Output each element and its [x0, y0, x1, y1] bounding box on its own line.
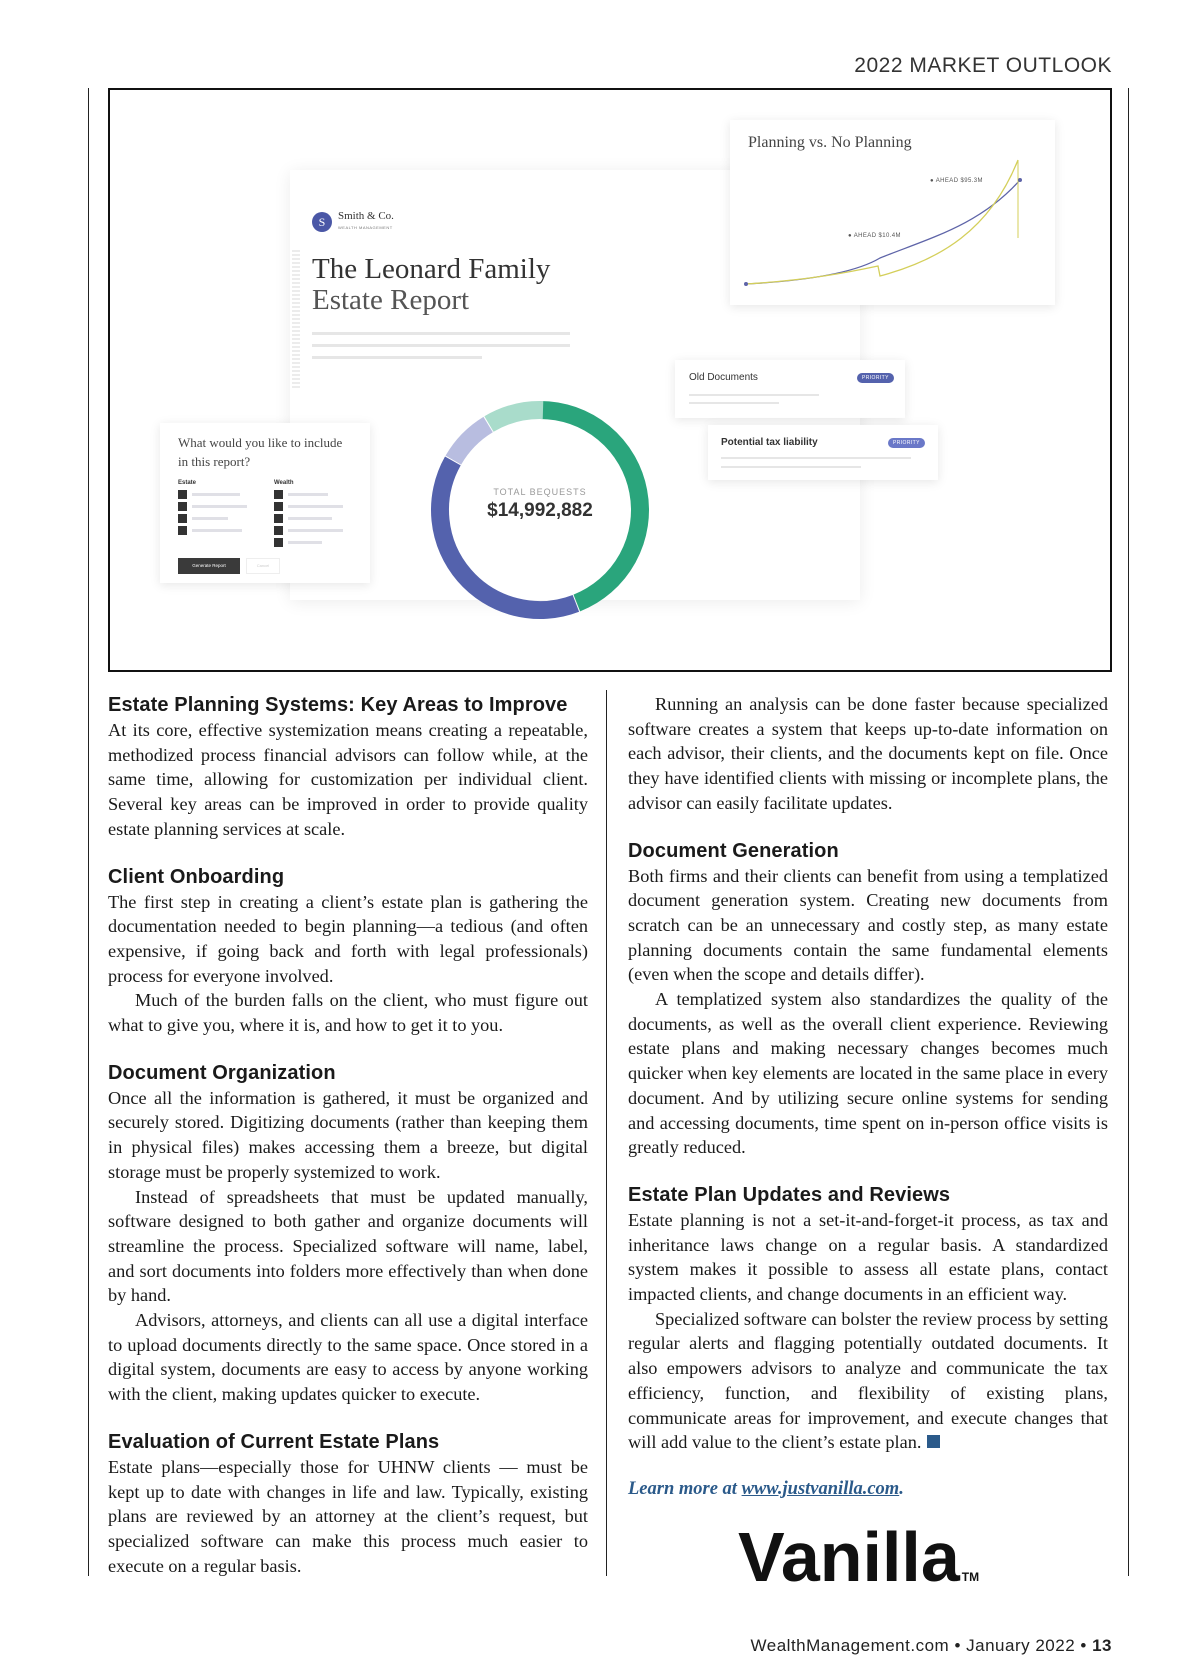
checkbox-label-line	[192, 505, 247, 508]
learn-more-prefix: Learn more at	[628, 1478, 742, 1499]
brand-name: Smith & Co.	[338, 210, 394, 222]
checkbox-label-line	[192, 493, 240, 496]
right-rule	[1128, 88, 1129, 1576]
estate-checkbox[interactable]	[178, 490, 187, 499]
heading-plan-updates: Estate Plan Updates and Reviews	[628, 1183, 951, 1206]
chart-end-point	[1018, 178, 1022, 182]
paragraph-updates-2-text: Specialized software can bolster the review process by setting regular alerts and flagging potentially outdated documents. It also empowers advisors to analyze and communicate the tax efficiency, function, and flexibility of existing plans, communicate areas for improvement, and execute changes that will add value to the client’s estate plan.	[628, 1308, 1108, 1453]
wealth-checkbox[interactable]	[274, 490, 283, 499]
priority-badge: PRIORITY	[857, 373, 894, 383]
checkbox-label-line	[192, 529, 242, 532]
ahead-mid-label: ● AHEAD $10.4M	[848, 233, 901, 239]
report-title-line1: The Leonard Family	[312, 253, 551, 285]
paragraph-generation-2: A templatized system also standardizes the quality of the documents, as well as the overall client experience. Reviewing estate plans and making necessary changes becomes much quicker when key elements are located in the same place in every document. And by utilizing secure online systems for sending and accessing documents, time spent on in-person office visits is greatly reduced.	[628, 989, 1108, 1158]
planning-series-line	[746, 180, 1020, 284]
brand-subtitle: WEALTH MANAGEMENT	[338, 225, 393, 230]
page-number: 13	[1092, 1636, 1112, 1655]
placeholder-line	[689, 394, 819, 396]
old-documents-label: Old Documents	[689, 372, 758, 383]
report-placeholder-line	[312, 332, 570, 335]
placeholder-line	[689, 402, 779, 404]
chart-title: Planning vs. No Planning	[748, 134, 912, 151]
vanilla-logo	[738, 1518, 980, 1612]
paragraph-updates-2	[628, 1307, 1108, 1455]
wealth-column-label: Wealth	[274, 480, 294, 486]
ahead-top-label: ● AHEAD $95.3M	[930, 178, 983, 184]
checkbox-label-line	[288, 541, 322, 544]
priority-badge: PRIORITY	[888, 438, 925, 448]
page-footer	[751, 1636, 1112, 1656]
checkbox-label-line	[192, 517, 228, 520]
column-divider	[606, 690, 607, 1576]
report-sidebar-texture	[292, 250, 300, 390]
paragraph-generation-1: Both firms and their clients can benefit from using a templatized document generation system. Creating new documents from scratch can be an unnecessary and costly step, as many estate planning documents contain the same fundamental elements (even when the scope and details differ).	[628, 865, 1108, 985]
estate-checkbox[interactable]	[178, 526, 187, 535]
wealth-checkbox[interactable]	[274, 526, 283, 535]
spacer	[628, 1455, 1108, 1477]
include-question-line1: What would you like to include	[178, 435, 343, 450]
checkbox-label-line	[288, 505, 343, 508]
spacer	[108, 1038, 588, 1060]
footer-separator: •	[954, 1636, 961, 1655]
paragraph-organization-2: Instead of spreadsheets that must be updated manually, software designed to both gather and organize documents will streamline the process. Specialized software will name, label, and sort documents into folders more effectively than when done by hand.	[108, 1186, 588, 1306]
article-right-column	[628, 692, 1108, 1502]
donut-slice-blue	[440, 461, 576, 610]
estate-checkbox[interactable]	[178, 514, 187, 523]
wealth-checkbox[interactable]	[274, 538, 283, 547]
footer-separator: •	[1080, 1636, 1087, 1655]
tax-liability-card	[708, 425, 938, 480]
estate-checkbox[interactable]	[178, 502, 187, 511]
old-documents-card	[675, 360, 905, 418]
spacer	[108, 842, 588, 864]
spacer	[108, 1407, 588, 1429]
paragraph-organization-3: Advisors, attorneys, and clients can all use a digital interface to upload documents directly to the same space. Once stored in a digital system, documents are easy to access by anyone working with the client, making updates quicker to execute.	[108, 1310, 588, 1405]
heading-document-organization: Document Organization	[108, 1061, 336, 1084]
chart-start-point	[744, 282, 748, 286]
heading-evaluation: Evaluation of Current Estate Plans	[108, 1430, 440, 1453]
include-options-card	[160, 423, 370, 583]
cancel-button[interactable]: Cancel	[246, 558, 280, 574]
learn-more-suffix: .	[899, 1478, 904, 1499]
heading-key-areas: Estate Planning Systems: Key Areas to Improve	[108, 694, 568, 716]
ahead-top-text: AHEAD $95.3M	[935, 178, 983, 184]
brand-logo: S	[312, 212, 332, 232]
vanilla-logo-text: Vanilla	[738, 1518, 960, 1596]
paragraph-onboarding-2: Much of the burden falls on the client, who must figure out what to give you, where it is, and how to get it to you.	[108, 990, 588, 1036]
paragraph-key-areas: At its core, effective systemization means creating a repeatable, methodized process financial advisors can follow while, at the same time, allowing for customization per individual client. Several key areas can be improved in order to provide quality estate planning services at scale.	[108, 720, 588, 839]
report-placeholder-line	[312, 356, 482, 359]
ahead-mid-text: AHEAD $10.4M	[853, 233, 901, 239]
article-left-column	[108, 692, 588, 1578]
checkbox-label-line	[288, 517, 332, 520]
paragraph-running-analysis: Running an analysis can be done faster because specialized software creates a system that keeps up-to-date information on each advisor, their clients, and the documents kept on file. Once they have identified clients with missing or incomplete plans, the advisor can easily facilitate updates.	[628, 694, 1108, 813]
product-screenshot-figure	[108, 88, 1112, 672]
total-bequests-value: $14,992,882	[487, 500, 593, 521]
end-mark-icon	[927, 1435, 940, 1448]
vanilla-website-link[interactable]: www.justvanilla.com	[741, 1478, 900, 1499]
spacer	[628, 816, 1108, 838]
wealth-checkbox[interactable]	[274, 502, 283, 511]
estate-column-label: Estate	[178, 480, 197, 486]
section-header: 2022 MARKET OUTLOOK	[854, 54, 1112, 77]
footer-date: January 2022	[966, 1636, 1076, 1655]
include-question-line2: in this report?	[178, 454, 251, 469]
donut-slice-lavender	[453, 425, 488, 461]
total-bequests-label: TOTAL BEQUESTS	[493, 487, 587, 497]
donut-slice-mint	[489, 410, 543, 424]
checkbox-label-line	[288, 529, 343, 532]
trademark-symbol: TM	[961, 1570, 980, 1584]
tax-liability-label: Potential tax liability	[721, 437, 818, 448]
spacer	[628, 1160, 1108, 1182]
footer-site: WealthManagement.com	[750, 1636, 950, 1655]
planning-chart-card	[730, 120, 1055, 305]
generate-report-button[interactable]: Generate Report	[178, 558, 240, 574]
learn-more-line	[628, 1477, 1108, 1502]
paragraph-updates-1: Estate planning is not a set-it-and-forget-it process, as tax and inheritance laws change on a regular basis. A standardized system makes it possible to assess all estate plans, contact impacted clients, and change documents in an efficient way.	[628, 1209, 1108, 1305]
placeholder-line	[721, 457, 911, 459]
report-placeholder-line	[312, 344, 570, 347]
heading-client-onboarding: Client Onboarding	[108, 865, 285, 888]
paragraph-organization-1: Once all the information is gathered, it must be organized and securely stored. Digitizing documents (rather than keeping them in physical files) makes accessing them a breeze, but digital storage must be properly systemized to work.	[108, 1087, 588, 1182]
heading-document-generation: Document Generation	[628, 839, 839, 862]
wealth-checkbox[interactable]	[274, 514, 283, 523]
planning-line-chart	[730, 120, 1055, 305]
report-title-line2: Estate Report	[312, 284, 470, 316]
checkbox-label-line	[288, 493, 328, 496]
placeholder-line	[721, 466, 861, 468]
paragraph-onboarding-1: The first step in creating a client’s estate plan is gathering the documentation needed to begin planning—a tedious (and often expensive, if going back and forth with legal professionals) process for everyone involved.	[108, 891, 588, 986]
left-rule	[88, 88, 89, 1576]
paragraph-evaluation: Estate plans—especially those for UHNW clients — must be kept up to date with changes in life and law. Typically, existing plans are reviewed by an attorney at the client’s request, but specialized software can make this process much easier to execute on a regular basis.	[108, 1456, 588, 1576]
